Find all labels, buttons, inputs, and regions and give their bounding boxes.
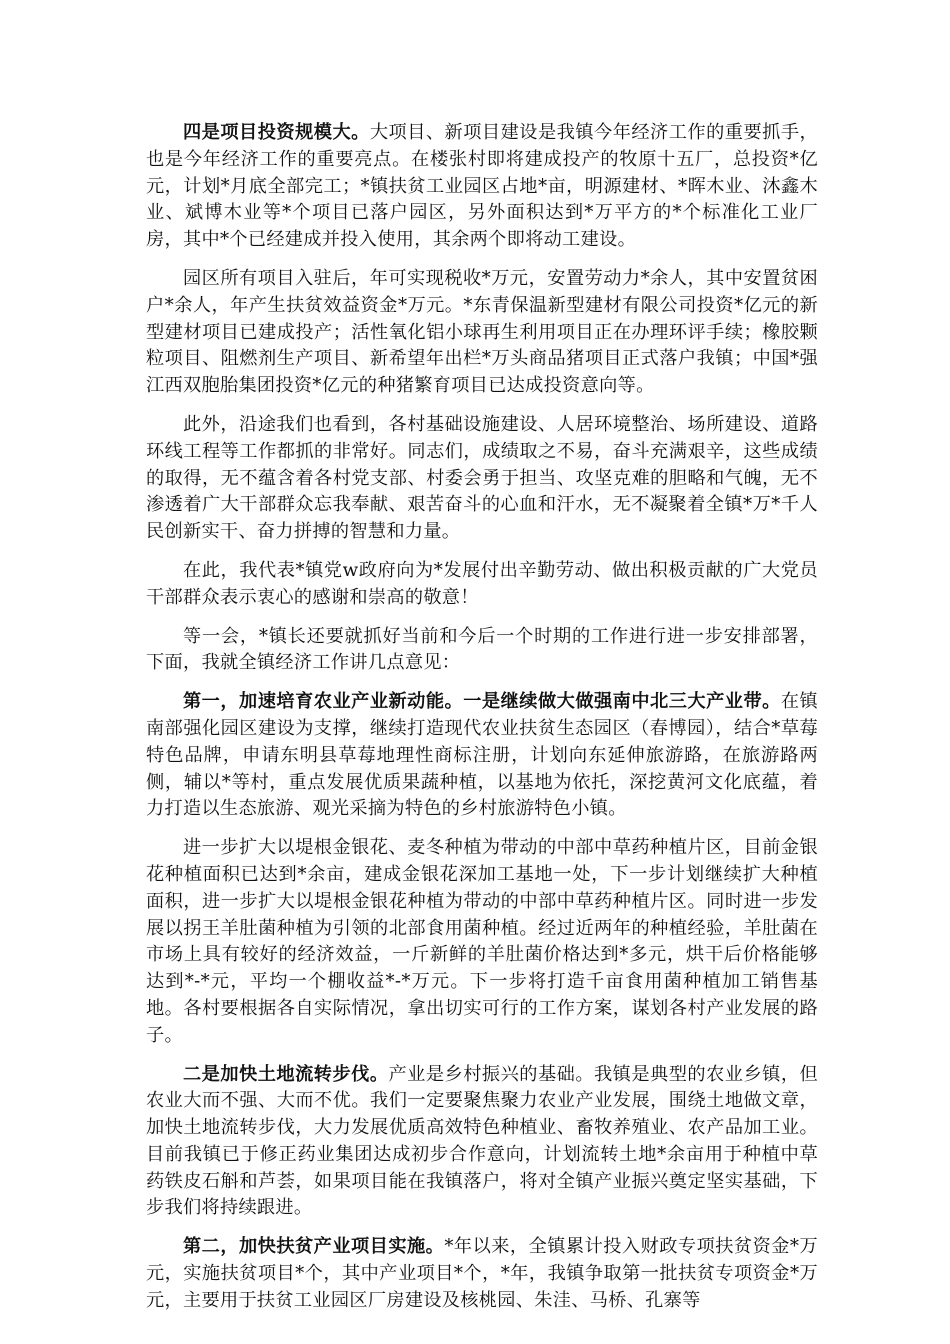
paragraph-text: 产业是乡村振兴的基础。我镇是典型的农业乡镇，但农业大而不强、大而不优。我们一定要聚焦聚力农业产业发展，围绕土地做文章，加快土地流转步伐，大力发展优质高效特色种植业、畜牧养殖业、农产品加工业。目前我镇已于修正药业集团达成初步合作意向，计划流转土地*余亩用于种植中草药铁皮石斛和芦荟，如果项目能在我镇落户，将对全镇产业振兴奠定坚实基础，下步我们将持续跟进。: [146, 1063, 818, 1219]
paragraph: [146, 266, 818, 400]
paragraph: [146, 120, 818, 254]
document-body: [146, 120, 818, 1327]
paragraph-lead: 第一，加速培育农业产业新动能。一是继续做大做强南中北三大产业带。: [183, 691, 781, 713]
paragraph-text: 此外，沿途我们也看到，各村基础设施建设、人居环境整治、场所建设、道路环线工程等工作都抓的非常好。同志们，成绩取之不易，奋斗充满艰辛，这些成绩的取得，无不蕴含着各村党支部、村委会勇于担当、攻坚克难的胆略和气魄，无不渗透着广大干部群众忘我奉献、艰苦奋斗的心血和汗水，无不凝聚着全镇*万*千人民创新实干、奋力拼搏的智慧和力量。: [146, 413, 818, 543]
paragraph: [146, 558, 818, 612]
paragraph: [146, 1062, 818, 1223]
paragraph: [146, 689, 818, 823]
paragraph-text: 进一步扩大以堤根金银花、麦冬种植为带动的中部中草药种植片区，目前金银花种植面积已达到*余亩，建成金银花深加工基地一处，下一步计划继续扩大种植面积，进一步扩大以堤根金银花种植为带动的中部中草药种植片区。同时进一步发展以拐王羊肚菌种植为引领的北部食用菌种植。经过近两年的种植经验，羊肚菌在市场上具有较好的经济效益，一斤新鲜的羊肚菌价格达到*多元，烘干后价格能够达到*-*元，平均一个棚收益*-*万元。下一步将打造千亩食用菌种植加工销售基地。各村要根据各自实际情况，拿出切实可行的工作方案，谋划各村产业发展的路子。: [146, 837, 818, 1046]
paragraph-text: 在镇南部强化园区建设为支撑，继续打造现代农业扶贫生态园区（春博园），结合*草莓特色品牌，申请东明县草莓地理性商标注册，计划向东延伸旅游路，在旅游路两侧，辅以*等村，重点发展优质果蔬种植，以基地为依托，深挖黄河文化底蕴，着力打造以生态旅游、观光采摘为特色的乡村旅游特色小镇。: [146, 691, 818, 820]
paragraph-text: 园区所有项目入驻后，年可实现税收*万元，安置劳动力*余人，其中安置贫困户*余人，年产生扶贫效益资金*万元。*东青保温新型建材有限公司投资*亿元的新型建材项目已建成投产；活性氧化铝小球再生利用项目正在办理环评手续；橡胶颗粒项目、阻燃剂生产项目、新希望年出栏*万头商品猪项目正式落户我镇；中国*强江西双胞胎集团投资*亿元的种猪繁育项目已达成投资意向等。: [146, 267, 818, 397]
paragraph: [146, 835, 818, 1049]
paragraph-lead: 第二，加快扶贫产业项目实施。: [183, 1236, 445, 1258]
paragraph-text: 在此，我代表*镇党w政府向为*发展付出辛勤劳动、做出积极贡献的广大党员干部群众表示衷心的感谢和崇高的敬意！: [146, 559, 818, 608]
paragraph-lead: 四是项目投资规模大。: [183, 122, 370, 143]
paragraph-text: 大项目、新项目建设是我镇今年经济工作的重要抓手，也是今年经济工作的重要亮点。在楼张村即将建成投产的牧原十五厂，总投资*亿元，计划*月底全部完工；*镇扶贫工业园区占地*亩，明源建材、*晖木业、沐鑫木业、斌博木业等*个项目已落户园区，另外面积达到*万平方的*个标准化工业厂房，其中*个已经建成并投入使用，其余两个即将动工建设。: [146, 122, 818, 251]
paragraph-lead: 二是加快土地流转步伐。: [183, 1063, 389, 1085]
paragraph-text: 等一会，*镇长还要就抓好当前和今后一个时期的工作进行进一步安排部署，下面，我就全镇经济工作讲几点意见：: [146, 625, 818, 674]
paragraph: [146, 1234, 818, 1314]
paragraph: [146, 624, 818, 678]
paragraph-text: *年以来，全镇累计投入财政专项扶贫资金*万元，实施扶贫项目*个，其中产业项目*个，*年，我镇争取第一批扶贫专项资金*万元，主要用于扶贫工业园区厂房建设及核桃园、朱洼、马桥、孔寨等: [146, 1236, 818, 1311]
paragraph: [146, 412, 818, 546]
